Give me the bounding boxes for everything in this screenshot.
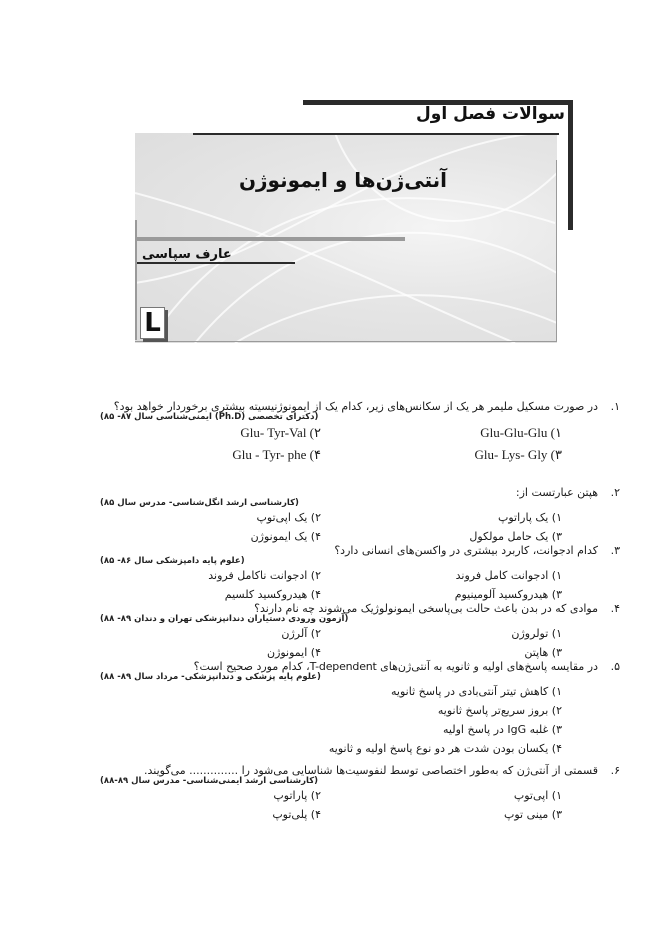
chapter-logo: L	[140, 307, 165, 339]
question-5	[80, 660, 620, 764]
question-number: ۴.	[610, 602, 620, 615]
banner-author-rule	[135, 262, 295, 264]
option-1[interactable]: ۱) اپی‌توپ	[513, 789, 562, 802]
question-number: ۶.	[610, 764, 620, 777]
chapter-title: آنتی‌ژن‌ها و ایمونوژن	[238, 168, 447, 192]
option-4[interactable]: ۴) ایمونوژن	[266, 646, 321, 659]
question-number: ۳.	[610, 544, 620, 557]
option-3[interactable]: Glu- Lys- Gly (۳	[474, 447, 562, 462]
question-6	[80, 764, 620, 834]
banner-bottom-rule	[135, 341, 557, 342]
option-2[interactable]: ۲) ادجوانت ناکامل فروند	[208, 569, 321, 582]
question-source: (علوم پایه پزشکی و دندانپزشکی- مرداد سال ۸۹- ۸۸)	[100, 672, 321, 682]
question-number: ۲.	[610, 486, 620, 499]
question-number: ۵.	[610, 660, 620, 673]
option-3[interactable]: ۳) هیدروکسید آلومینیوم	[454, 588, 562, 601]
banner-right-rule	[568, 100, 573, 230]
option-1[interactable]: ۱) تولروژن	[511, 627, 562, 640]
banner-mid-rule	[135, 237, 405, 241]
question-text: در مقایسه پاسخ‌های اولیه و ثانویه به آنتی‌ژن‌های T-dependent، کدام مورد صحیح است؟	[193, 660, 598, 673]
question-source: (کارشناسی ارشد ایمنی‌شناسی- مدرس سال ۸۹-۸۸)	[100, 776, 319, 786]
option-4[interactable]: ۴) پلی‌توپ	[272, 808, 321, 821]
option-1[interactable]: ۱) ادجوانت کامل فروند	[455, 569, 562, 582]
question-source: (دکترای تخصصی (Ph.D) ایمنی‌شناسی سال ۸۷- ۸۵)	[100, 412, 319, 422]
option-4[interactable]: ۴) یک ایمونوژن	[250, 530, 321, 543]
question-list	[80, 400, 620, 834]
question-1	[80, 400, 620, 486]
option-2[interactable]: ۲) پاراتوپ	[273, 789, 321, 802]
option-1[interactable]: Glu-Glu-Glu (۱	[480, 425, 562, 440]
option-3[interactable]: ۳) هاپتن	[524, 646, 562, 659]
banner-left-rule	[135, 220, 137, 340]
question-text: هپتن عبارتست از:	[515, 486, 598, 499]
option-4[interactable]: ۴) یکسان بودن شدت هر دو نوع پاسخ اولیه و ثانویه	[328, 742, 562, 755]
question-source: (کارشناسی ارشد انگل‌شناسی- مدرس سال ۸۵)	[100, 498, 299, 508]
option-4[interactable]: ۴) هیدروکسید کلسیم	[224, 588, 321, 601]
question-source: (علوم پایه دامپزشکی سال ۸۶- ۸۵)	[100, 556, 245, 566]
question-text: کدام ادجوانت، کاربرد بیشتری در واکسن‌های انسانی دارد؟	[334, 544, 598, 557]
author-name: عارف سپاسی	[142, 247, 232, 262]
option-3[interactable]: ۳) غلبه IgG در پاسخ اولیه	[443, 723, 562, 736]
banner-title-rule	[193, 133, 559, 135]
question-2	[80, 486, 620, 544]
chapter-label: سوالات فصل اول	[416, 104, 565, 124]
question-4	[80, 602, 620, 660]
question-number: ۱.	[610, 400, 620, 413]
question-source: (آزمون ورودی دستیاران دندانپزشکی تهران و دندان ۸۹- ۸۸)	[100, 614, 349, 624]
banner-inner-right-rule	[556, 160, 557, 342]
option-4[interactable]: Glu - Tyr- phe (۴	[232, 447, 321, 462]
question-text: قسمتی از آنتی‌ژن که به‌طور اختصاصی توسط لنفوسیت‌ها شناسایی می‌شود را .............. می‌گویند.	[144, 764, 598, 777]
option-2[interactable]: ۲) بروز سریع‌تر پاسخ ثانویه	[437, 704, 562, 717]
option-3[interactable]: ۳) یک حامل مولکول	[469, 530, 562, 543]
question-3	[80, 544, 620, 602]
option-2[interactable]: Glu- Tyr-Val (۲	[240, 425, 321, 440]
option-3[interactable]: ۳) مینی توپ	[503, 808, 562, 821]
option-1[interactable]: ۱) یک پاراتوپ	[498, 511, 562, 524]
question-text: در صورت مسکیل ملیمر هر یک از سکانس‌های زیر، کدام یک از ایمونوژنیسیته بیشتری برخوردار خواهد بود؟	[113, 400, 598, 413]
option-2[interactable]: ۲) آلرژن	[281, 627, 321, 640]
question-text: موادی که در بدن باعث حالت بی‌پاسخی ایمونولوژیک می‌شوند چه نام دارند؟	[254, 602, 598, 615]
option-2[interactable]: ۲) یک اپی‌توپ	[256, 511, 321, 524]
option-1[interactable]: ۱) کاهش تیتر آنتی‌بادی در پاسخ ثانویه	[391, 685, 562, 698]
